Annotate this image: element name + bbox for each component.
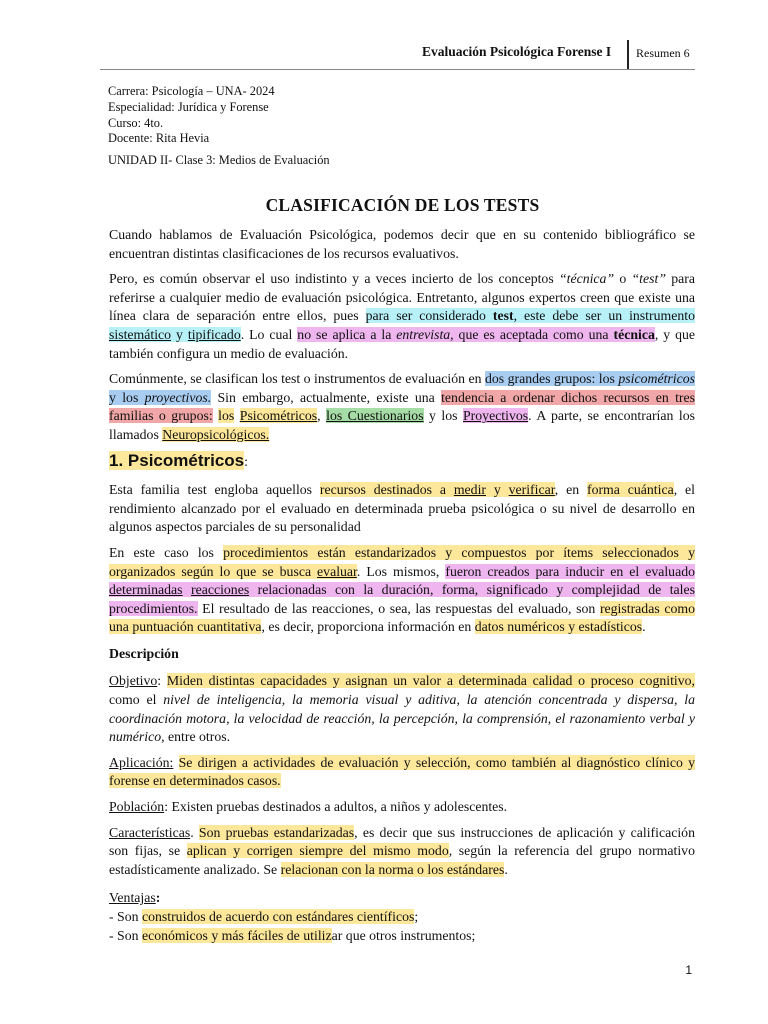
section-heading-psicometricos	[109, 452, 695, 473]
highlight: psicométricos	[618, 371, 695, 387]
highlight: sistemático	[109, 326, 172, 342]
highlight	[183, 582, 191, 597]
highlight: los	[218, 408, 235, 424]
paragraph-aplicacion	[109, 754, 695, 791]
highlight: fueron creados para inducir en el evaluado	[445, 563, 696, 579]
paragraph-procedimientos	[109, 544, 695, 637]
header-course-title: Evaluación Psicológica Forense I	[422, 44, 612, 59]
highlight: técnica	[613, 326, 655, 342]
highlight: que es aceptada como una	[453, 326, 614, 342]
highlight: , este debe ser un instrumento	[513, 308, 695, 324]
highlight: determinadas	[109, 582, 183, 598]
text: ;	[414, 909, 419, 924]
text: , en	[554, 482, 587, 498]
highlight: aplican y corrigen siempre del mismo modo	[186, 843, 449, 859]
highlight: y	[171, 326, 188, 342]
field-label: Aplicación:	[109, 754, 174, 770]
highlight: dos grandes grupos: los	[484, 371, 619, 387]
highlight: 1. Psicométricos	[109, 450, 245, 470]
highlight: construidos de acuerdo con estándares científicos	[141, 909, 415, 924]
highlight: relacionadas con la duración, forma, significado y complejidad de tales procedimientos.	[109, 582, 695, 616]
highlight: Proyectivos	[463, 408, 529, 424]
text: , según la referencia del grupo normativo estadísticamente analizado. Se	[109, 843, 695, 877]
highlight: test	[492, 308, 514, 324]
text: , el rendimiento alcanzado por el evaluado en determinada prueba psicológica o su nivel de desarrollo en algunos aspectos parciales de su personalidad	[109, 482, 695, 535]
text: En este caso los	[109, 544, 224, 560]
course-info	[108, 84, 330, 169]
header-divider	[627, 40, 629, 70]
text: ,	[317, 408, 327, 424]
highlight: no se aplica a la	[297, 326, 397, 342]
text: El resultado de las reacciones, o sea, las respuestas del evaluado, son	[197, 600, 600, 616]
highlight: datos numéricos y estadísticos	[474, 619, 643, 635]
curso-line: Curso: 4to.	[108, 115, 164, 130]
text: .	[190, 824, 199, 840]
paragraph-intro: Cuando hablamos de Evaluación Psicológica, podemos decir que en su contenido bibliográfico se encuentran distintas clasificaciones de los recursos evaluativos.	[109, 227, 695, 261]
list-item	[109, 927, 695, 946]
text: o	[614, 271, 632, 287]
especialidad-line: Especialidad: Jurídica y Forense	[108, 99, 269, 114]
field-label: Población	[109, 799, 165, 815]
text: - Son	[109, 927, 142, 943]
text: :	[157, 673, 167, 689]
header-doc-label: Resumen 6	[636, 46, 690, 60]
page-number: 1	[685, 963, 692, 977]
highlight: y los	[109, 389, 145, 405]
highlight: Se dirigen a actividades de evaluación y selección, como también al diagnóstico clínico y forense en determinados casos.	[109, 754, 695, 789]
field-label: Objetivo	[109, 673, 158, 689]
paragraph-poblacion	[109, 798, 695, 817]
carrera-line: Carrera: Psicología – UNA- 2024	[108, 84, 275, 98]
highlight: forma cuántica	[586, 482, 674, 498]
highlight: Psicométricos	[239, 408, 318, 424]
highlight: medir	[453, 482, 486, 498]
highlight: registradas como una puntuación cuantitativa	[109, 600, 695, 635]
header-rule	[100, 69, 695, 70]
highlight: los Cuestionarios	[326, 408, 424, 424]
text: . Lo cual	[240, 326, 298, 342]
text: Pero, es común observar el uso indistinto y a veces incierto de los conceptos	[109, 271, 559, 287]
text: y los	[423, 408, 463, 424]
highlight: y	[486, 482, 509, 498]
text: “test”	[631, 271, 667, 287]
subheading-descripcion: Descripción	[109, 645, 179, 661]
text: nivel de inteligencia, la memoria visual y aditiva, la atención concentrada y dispersa, la coordinación motora, la velocidad de reacción, la percepción, la comprensión, el razonamiento verbal y numérico,	[109, 692, 695, 745]
text: Esta familia test engloba aquellos	[109, 482, 320, 498]
text: . A parte, se encontrarían los llamados	[109, 408, 695, 442]
highlight: proyectivos.	[144, 389, 212, 405]
text: , es decir que sus instrucciones de aplicación y calificación son fijas, se	[109, 824, 695, 859]
text: :	[244, 454, 249, 470]
text	[173, 755, 178, 770]
paragraph-grupos	[109, 370, 695, 444]
text: , es decir, proporciona información en	[261, 619, 475, 635]
list-item	[109, 908, 695, 927]
text: , y que también configura un medio de evaluación.	[109, 326, 695, 361]
highlight: Son pruebas estandarizadas	[198, 824, 355, 840]
text: . Los mismos,	[356, 563, 446, 579]
text: “técnica”	[558, 271, 615, 287]
highlight: entrevista,	[396, 326, 454, 342]
paragraph-caracteristicas	[109, 824, 695, 880]
highlight: relacionan con la norma o los estándares	[280, 861, 505, 877]
ventajas-block	[109, 889, 695, 945]
text: Sin embargo, actualmente, existe una	[211, 389, 442, 405]
text: para referirse a cualquier medio de evaluación psicológica. Entretanto, algunos expertos creen que existe una línea clara de separación entre ellos, pues	[109, 271, 695, 324]
document-body	[109, 226, 695, 945]
highlight: tipificado	[187, 326, 241, 342]
field-label: Características	[109, 824, 191, 840]
ventajas-heading	[109, 889, 695, 908]
text: entre otros.	[164, 729, 231, 745]
docente-line: Docente: Rita Hevia	[108, 131, 210, 146]
highlight: verificar	[508, 482, 555, 498]
highlight: tendencia a ordenar dichos recursos en tres familias o grupos:	[109, 389, 695, 424]
text	[234, 408, 239, 423]
paragraph-familia	[109, 481, 695, 537]
text: : Existen pruebas destinados a adultos, a niños y adolescentes.	[164, 799, 508, 815]
text: :	[155, 890, 161, 906]
field-label: Ventajas	[109, 890, 156, 906]
text: Comúnmente, se clasifican los test o instrumentos de evaluación en	[109, 371, 485, 387]
text: .	[642, 619, 646, 635]
text: .	[504, 861, 508, 877]
highlight: evaluar	[317, 563, 357, 579]
highlight: Neuropsicológicos.	[162, 426, 270, 442]
highlight: económicos y más fáciles de utiliz	[141, 927, 332, 943]
page-title: CLASIFICACIÓN DE LOS TESTS	[265, 195, 540, 215]
highlight: reacciones	[190, 582, 250, 598]
paragraph-objetivo	[109, 672, 695, 746]
text: ar que otros instrumentos;	[331, 927, 476, 943]
text: - Son	[109, 909, 142, 924]
paragraph-tecnica-test	[109, 270, 695, 363]
highlight: recursos destinados a	[319, 482, 454, 498]
highlight: para ser considerado	[365, 308, 493, 324]
highlight: procedimientos están estandarizados y compuestos por ítems seleccionados y organizados según lo que se busca	[109, 544, 695, 579]
text: como el	[109, 692, 164, 708]
unidad-line: UNIDAD II- Clase 3: Medios de Evaluación	[108, 153, 330, 168]
highlight: Miden distintas capacidades y asignan un valor a determinada calidad o proceso cognitivo,	[166, 673, 695, 689]
